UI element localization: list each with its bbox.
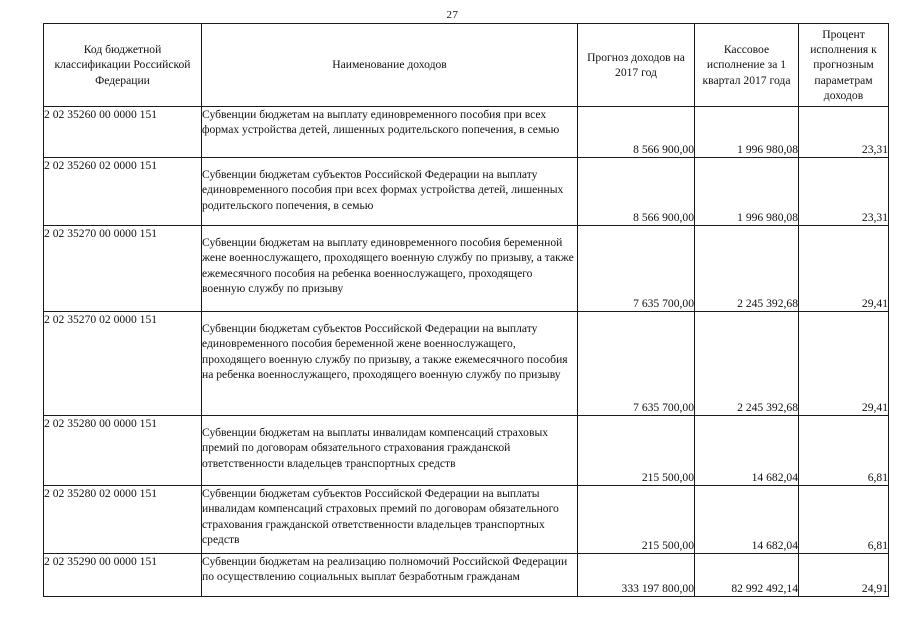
cell-forecast: 215 500,00 (578, 416, 695, 486)
budget-income-table (43, 23, 889, 597)
cell-cash: 2 245 392,68 (695, 226, 799, 312)
header-cash-execution: Кассовое исполнение за 1 квартал 2017 года (695, 24, 799, 107)
table-row (44, 107, 889, 158)
cell-name: Субвенции бюджетам на выплату единовременного пособия беременной жене военнослужащего, проходящего военную службу по призыву, а также ежемесячного пособия на ребенка военнослужащего, проходящего военную службу по призыву (202, 226, 578, 312)
cell-forecast: 7 635 700,00 (578, 312, 695, 416)
cell-code: 2 02 35270 00 0000 151 (44, 226, 202, 312)
cell-name: Субвенции бюджетам на выплаты инвалидам компенсаций страховых премий по договорам обязательного страхования гражданской ответственности владельцев транспортных средств (202, 416, 578, 486)
cell-forecast: 333 197 800,00 (578, 554, 695, 597)
cell-code: 2 02 35260 02 0000 151 (44, 158, 202, 226)
cell-forecast: 7 635 700,00 (578, 226, 695, 312)
cell-percent: 29,41 (799, 312, 889, 416)
cell-cash: 14 682,04 (695, 486, 799, 554)
cell-name: Субвенции бюджетам субъектов Российской Федерации на выплату единовременного пособия при всех формах устройства детей, лишенных родительского попечения, в семью (202, 158, 578, 226)
cell-cash: 2 245 392,68 (695, 312, 799, 416)
table-row (44, 416, 889, 486)
table-row (44, 486, 889, 554)
cell-code: 2 02 35290 00 0000 151 (44, 554, 202, 597)
cell-cash: 82 992 492,14 (695, 554, 799, 597)
cell-name: Субвенции бюджетам на реализацию полномочий Российской Федерации по осуществлению социальных выплат безработным гражданам (202, 554, 578, 597)
cell-percent: 29,41 (799, 226, 889, 312)
cell-percent: 6,81 (799, 416, 889, 486)
cell-percent: 23,31 (799, 107, 889, 158)
cell-forecast: 8 566 900,00 (578, 158, 695, 226)
cell-cash: 14 682,04 (695, 416, 799, 486)
header-execution-percent: Процент исполнения к прогнозным параметрам доходов (799, 24, 889, 107)
cell-name: Субвенции бюджетам субъектов Российской Федерации на выплату единовременного пособия беременной жене военнослужащего, проходящего военную службу по призыву, а также ежемесячного пособия на ребенка военнослужащего, проходящего военную службу по призыву (202, 312, 578, 416)
cell-code: 2 02 35270 02 0000 151 (44, 312, 202, 416)
cell-cash: 1 996 980,08 (695, 158, 799, 226)
cell-forecast: 8 566 900,00 (578, 107, 695, 158)
cell-percent: 24,91 (799, 554, 889, 597)
cell-name: Субвенции бюджетам субъектов Российской Федерации на выплаты инвалидам компенсаций страховых премий по договорам обязательного страхования гражданской ответственности владельцев транспортных средств (202, 486, 578, 554)
cell-code: 2 02 35280 00 0000 151 (44, 416, 202, 486)
cell-name: Субвенции бюджетам на выплату единовременного пособия при всех формах устройства детей, лишенных родительского попечения, в семью (202, 107, 578, 158)
header-name: Наименование доходов (202, 24, 578, 107)
header-forecast: Прогноз доходов на 2017 год (578, 24, 695, 107)
page-number: 27 (446, 9, 459, 21)
table-row (44, 554, 889, 597)
table-row (44, 158, 889, 226)
table-row (44, 226, 889, 312)
table-row (44, 312, 889, 416)
cell-forecast: 215 500,00 (578, 486, 695, 554)
table-header-row (44, 24, 889, 107)
cell-percent: 6,81 (799, 486, 889, 554)
cell-percent: 23,31 (799, 158, 889, 226)
cell-cash: 1 996 980,08 (695, 107, 799, 158)
cell-code: 2 02 35260 00 0000 151 (44, 107, 202, 158)
cell-code: 2 02 35280 02 0000 151 (44, 486, 202, 554)
header-code: Код бюджетной классификации Российской Федерации (44, 24, 202, 107)
